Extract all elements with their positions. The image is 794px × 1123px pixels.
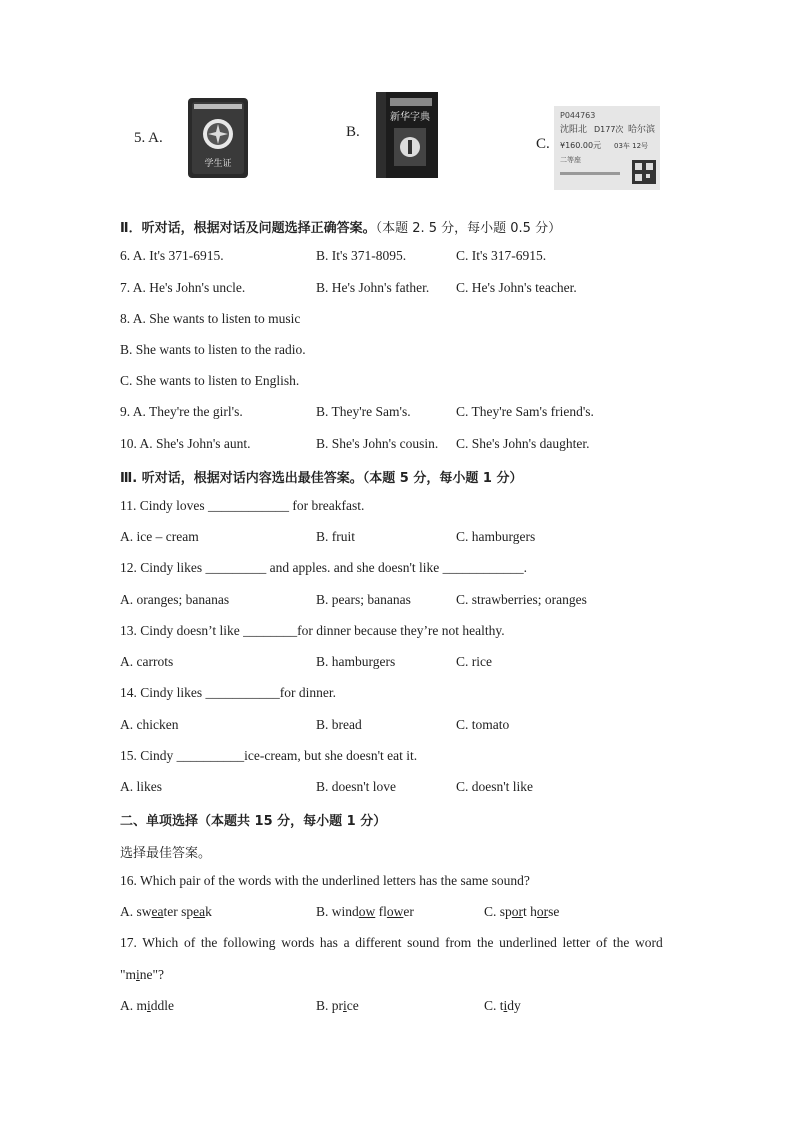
- q8-option-b: B. She wants to listen to the radio.: [120, 342, 306, 357]
- q6-option-c: C. It's 317-6915.: [456, 248, 547, 263]
- q12-option-c: C. strawberries; oranges: [456, 592, 587, 607]
- q16-option-c: C. sport horse: [484, 904, 560, 919]
- q17-option-c: C. tidy: [484, 998, 521, 1013]
- student-id-card-image: [180, 94, 255, 182]
- ticket-train: D177次: [594, 125, 624, 134]
- part-2-instruction: 选择最佳答案。: [120, 846, 212, 861]
- student-id-text: 学生证: [204, 159, 232, 169]
- question-5-pictures: [128, 88, 663, 198]
- q6-option-a: 6. A. It's 371-6915.: [120, 248, 224, 263]
- q14-option-b: B. bread: [316, 717, 362, 732]
- q11-option-a: A. ice – cream: [120, 529, 199, 544]
- ticket-price: ¥160.00元: [560, 141, 602, 150]
- dictionary-title: 新华字典: [390, 112, 430, 123]
- q9-option-c: C. They're Sam's friend's.: [456, 404, 594, 419]
- q11-stem: 11. Cindy loves ____________ for breakfast.: [120, 498, 365, 513]
- q13-stem: 13. Cindy doesn’t like ________for dinner because they’re not healthy.: [120, 623, 505, 638]
- ticket-from: 沈阳北: [560, 125, 588, 135]
- part-2-heading: 二、单项选择（本题共 15 分，每小题 1 分）: [120, 814, 387, 829]
- q17-option-a: A. middle: [120, 998, 175, 1013]
- q10-option-c: C. She's John's daughter.: [456, 436, 590, 451]
- q8-option-a: 8. A. She wants to listen to music: [120, 311, 301, 326]
- q11-option-b: B. fruit: [316, 529, 355, 544]
- q10-option-b: B. She's John's cousin.: [316, 436, 439, 451]
- q17-stem-line1: 17. Which of the following words has a different sound from the underlined letter of the word: [120, 935, 663, 950]
- q7-option-a: 7. A. He's John's uncle.: [120, 280, 246, 295]
- q15-option-a: A. likes: [120, 779, 162, 794]
- q5-number: 5. A.: [134, 130, 163, 146]
- q13-option-b: B. hamburgers: [316, 654, 396, 669]
- ticket-class: 二等座: [560, 156, 581, 164]
- q12-stem: 12. Cindy likes _________ and apples. and she doesn't like ____________.: [120, 560, 528, 575]
- q14-stem: 14. Cindy likes ___________for dinner.: [120, 685, 336, 700]
- q9-option-a: 9. A. They're the girl's.: [120, 404, 243, 419]
- q10-option-a: 10. A. She's John's aunt.: [120, 436, 251, 451]
- q15-option-b: B. doesn't love: [316, 779, 397, 794]
- section-2-heading: Ⅱ．听对话，根据对话及问题选择正确答案。（本题 2. 5 分，每小题 0.5 分）: [120, 221, 562, 236]
- ticket-code: P044763: [560, 111, 596, 120]
- ticket-to: 哈尔滨: [628, 125, 656, 135]
- q13-option-c: C. rice: [456, 654, 492, 669]
- q17-option-b: B. price: [316, 998, 359, 1013]
- q14-option-a: A. chicken: [120, 717, 179, 732]
- q17-stem-line2: "mine"?: [120, 967, 165, 982]
- q8-option-c: C. She wants to listen to English.: [120, 373, 300, 388]
- q5-option-c-label: C.: [536, 136, 550, 152]
- q5-option-b-label: B.: [346, 124, 360, 140]
- q12-option-b: B. pears; bananas: [316, 592, 411, 607]
- q13-option-a: A. carrots: [120, 654, 174, 669]
- section-3-heading: Ⅲ. 听对话，根据对话内容选出最佳答案。（本题 5 分，每小题 1 分）: [120, 471, 523, 486]
- train-ticket-image: [552, 102, 664, 194]
- q6-option-b: B. It's 371-8095.: [316, 248, 407, 263]
- q16-stem: 16. Which pair of the words with the underlined letters has the same sound?: [120, 873, 530, 888]
- q7-option-c: C. He's John's teacher.: [456, 280, 577, 295]
- q16-option-a: A. sweater speak: [120, 904, 212, 919]
- q15-stem: 15. Cindy __________ice-cream, but she doesn't eat it.: [120, 748, 418, 763]
- q11-option-c: C. hamburgers: [456, 529, 536, 544]
- q14-option-c: C. tomato: [456, 717, 510, 732]
- ticket-seat: 03车 12号: [614, 142, 649, 150]
- q7-option-b: B. He's John's father.: [316, 280, 430, 295]
- q16-option-b: B. window flower: [316, 904, 414, 919]
- dictionary-book-image: [372, 90, 444, 182]
- q12-option-a: A. oranges; bananas: [120, 592, 230, 607]
- q9-option-b: B. They're Sam's.: [316, 404, 411, 419]
- q15-option-c: C. doesn't like: [456, 779, 534, 794]
